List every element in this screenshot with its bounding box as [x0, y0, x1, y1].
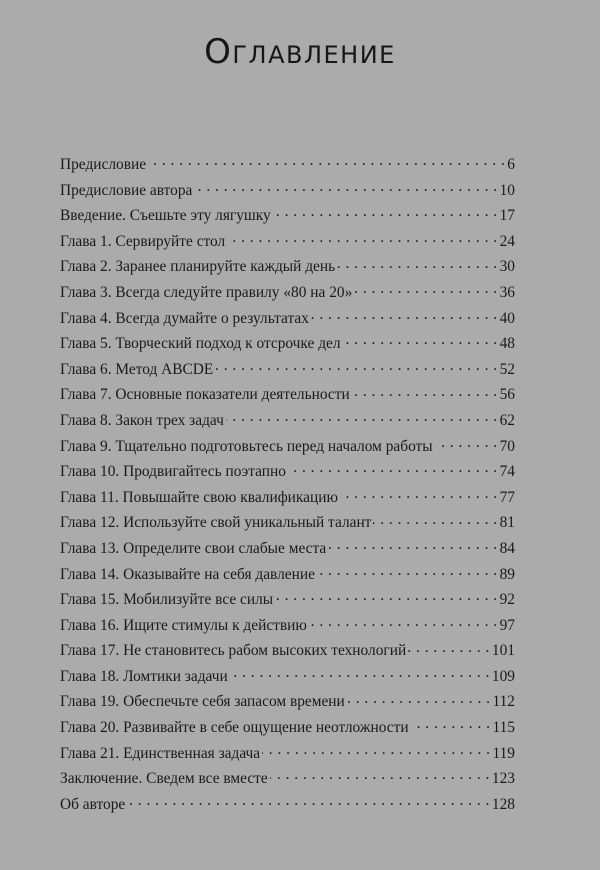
dot-leader: [337, 256, 497, 271]
toc-entry-title: Заключение. Сведем все вместе: [60, 770, 268, 788]
toc-entry-page: 123: [491, 770, 515, 788]
toc-entry-page: 128: [491, 795, 515, 813]
toc-entry-title: Глава 7. Основные показатели деятельности: [60, 386, 350, 404]
toc-entry-title: Глава 16. Ищите стимулы к действию: [60, 616, 307, 634]
toc-entry-title: Глава 15. Мобилизуйте все силы: [60, 591, 274, 609]
dot-leader: [275, 589, 497, 604]
toc-entry-page: 30: [499, 258, 515, 276]
dot-leader: [288, 461, 498, 476]
toc-entry-page: 81: [499, 514, 515, 532]
dot-leader: [411, 717, 491, 732]
dot-leader: [226, 410, 498, 425]
toc-entry: [60, 331, 515, 357]
toc-entry-page: 70: [499, 437, 515, 455]
toc-entry: [60, 408, 515, 434]
toc-entry-title: Глава 19. Обеспечьте себя запасом времени: [60, 693, 345, 711]
toc-entry: [60, 152, 515, 178]
dot-leader: [373, 512, 497, 527]
toc-entry: [60, 689, 515, 715]
toc-entry: [60, 766, 515, 792]
dot-leader: [408, 640, 490, 655]
toc-entry: [60, 613, 515, 639]
dot-leader: [354, 282, 497, 297]
toc-entry-page: 48: [499, 335, 515, 353]
toc-entry: [60, 510, 515, 536]
toc-entry-page: 17: [499, 207, 515, 225]
dot-leader: [270, 768, 490, 783]
toc-entry-page: 62: [499, 411, 515, 429]
dot-leader: [230, 665, 490, 680]
toc-entry: [60, 306, 515, 332]
toc-entry-page: 119: [492, 744, 515, 762]
toc-entry: [60, 459, 515, 485]
dot-leader: [435, 435, 498, 450]
dot-leader: [328, 538, 497, 553]
dot-leader: [273, 205, 498, 220]
toc-entry-page: 52: [499, 360, 515, 378]
toc-entry-page: 24: [499, 232, 515, 250]
dot-leader: [127, 793, 490, 808]
toc-entry-page: 112: [492, 693, 515, 711]
toc-entry: [60, 562, 515, 588]
toc-entry-title: Глава 4. Всегда думайте о результатах: [60, 309, 309, 327]
toc-entry: [60, 485, 515, 511]
dot-leader: [340, 486, 498, 501]
toc-entry-page: 97: [499, 616, 515, 634]
toc-entry-title: Глава 6. Метод ABCDE: [60, 360, 214, 378]
toc-entry: [60, 178, 515, 204]
dot-leader: [311, 307, 498, 322]
toc-entry-title: Глава 11. Повышайте свою квалификацию: [60, 488, 338, 506]
toc-entry: [60, 664, 515, 690]
dot-leader: [343, 333, 498, 348]
toc-entry-title: Введение. Съешьте эту лягушку: [60, 207, 271, 225]
toc-entry-title: Об авторе: [60, 795, 126, 813]
toc-entry-title: Глава 13. Определите свои слабые места: [60, 539, 327, 557]
toc-entry-title: Глава 17. Не становитесь рабом высоких технологий: [60, 642, 407, 660]
toc-entry: [60, 382, 515, 408]
toc-entry: [60, 229, 515, 255]
dot-leader: [352, 384, 498, 399]
toc-entry-title: Предисловие автора: [60, 181, 193, 199]
dot-leader: [215, 358, 497, 373]
toc-entry: [60, 280, 515, 306]
toc-entry-page: 109: [491, 667, 515, 685]
toc-entry-title: Глава 14. Оказывайте на себя давление: [60, 565, 315, 583]
dot-leader: [194, 179, 497, 194]
toc-entry-page: 74: [499, 463, 515, 481]
toc-entry: [60, 536, 515, 562]
table-of-contents: [60, 152, 515, 817]
toc-entry-title: Глава 9. Тщательно подготовьтесь перед началом работы: [60, 437, 433, 455]
toc-entry: [60, 715, 515, 741]
dot-leader: [262, 742, 490, 757]
toc-entry-title: Глава 1. Сервируйте стол: [60, 232, 226, 250]
page-title: Оглавление: [204, 32, 396, 72]
toc-entry-title: Глава 18. Ломтики задачи: [60, 667, 228, 685]
toc-entry-page: 36: [499, 283, 515, 301]
dot-leader: [148, 154, 505, 169]
toc-entry-page: 92: [499, 591, 515, 609]
toc-entry-title: Глава 8. Закон трех задач: [60, 411, 224, 429]
toc-entry-title: Глава 3. Всегда следуйте правилу «80 на 20»: [60, 283, 353, 301]
toc-entry-title: Глава 2. Заранее планируйте каждый день: [60, 258, 336, 276]
toc-entry-page: 6: [507, 156, 515, 173]
toc-entry: [60, 792, 515, 818]
toc-entry-page: 40: [499, 309, 515, 327]
toc-entry: [60, 587, 515, 613]
toc-entry: [60, 638, 515, 664]
dot-leader: [227, 230, 497, 245]
toc-entry-page: 115: [492, 719, 515, 737]
toc-entry-title: Глава 12. Используйте свой уникальный талант: [60, 514, 372, 532]
dot-leader: [309, 614, 498, 629]
toc-entry-page: 56: [499, 386, 515, 404]
dot-leader: [347, 691, 491, 706]
toc-entry: [60, 203, 515, 229]
toc-entry-title: Глава 5. Творческий подход к отсрочке дел: [60, 335, 341, 353]
toc-entry-title: Предисловие: [60, 156, 147, 173]
toc-entry-title: Глава 10. Продвигайтесь поэтапно: [60, 463, 286, 481]
toc-entry: [60, 434, 515, 460]
toc-entry: [60, 741, 515, 767]
toc-entry-page: 84: [499, 539, 515, 557]
toc-entry-page: 77: [499, 488, 515, 506]
toc-entry-page: 10: [499, 181, 515, 199]
toc-entry-page: 89: [499, 565, 515, 583]
toc-entry-page: 101: [491, 642, 515, 660]
toc-entry-title: Глава 20. Развивайте в себе ощущение неотложности: [60, 719, 409, 737]
toc-entry-title: Глава 21. Единственная задача: [60, 744, 261, 762]
toc-entry: [60, 254, 515, 280]
dot-leader: [317, 563, 498, 578]
toc-entry: [60, 357, 515, 383]
